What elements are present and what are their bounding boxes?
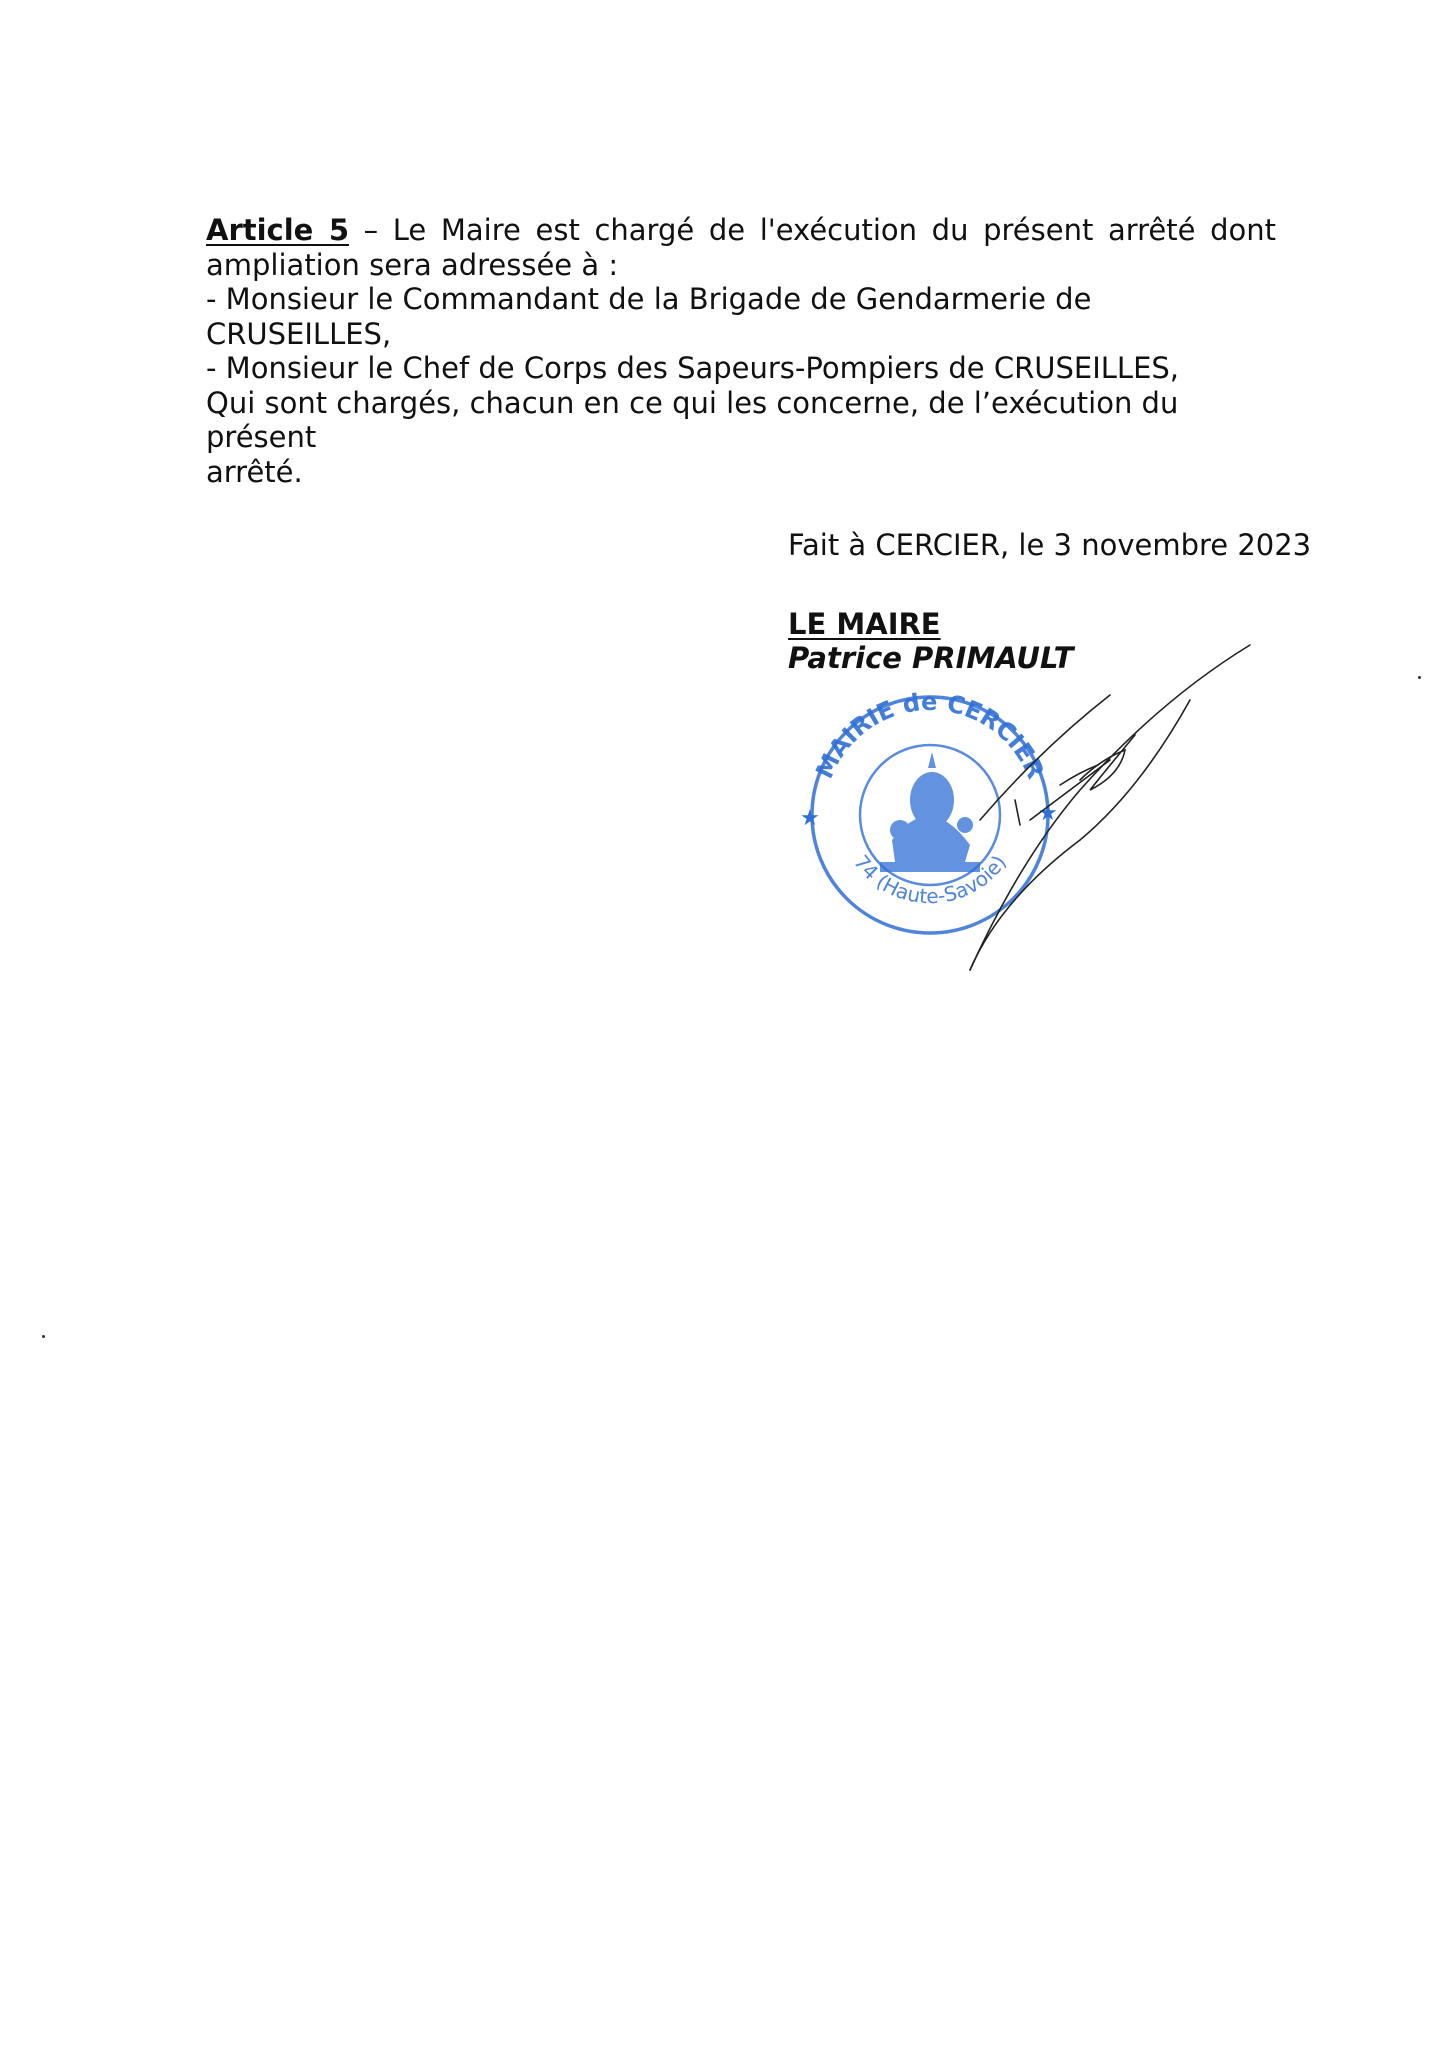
stamp-and-signature: [780, 640, 1270, 980]
signatory-role: LE MAIRE: [788, 607, 941, 641]
marianne-emblem-icon: [880, 752, 980, 872]
article-second-line: ampliation sera adressée à :: [206, 247, 619, 282]
stamp-bottom-text: 74 (Haute-Savoie): [848, 850, 1011, 909]
signatory-name: Patrice PRIMAULT: [788, 641, 1074, 675]
article-first-line-text: – Le Maire est chargé de l'exécution du présent arrêté dont: [363, 213, 1276, 247]
article-closing-line-end: arrêté.: [206, 454, 303, 489]
article-5: [206, 213, 1276, 489]
recipient-gendarmerie: - Monsieur le Commandant de la Brigade de Gendarmerie de CRUSEILLES,: [206, 282, 1092, 351]
article-heading: Article 5: [206, 213, 350, 247]
scan-speck: [1418, 676, 1421, 679]
article-first-line: [206, 213, 1276, 248]
stamp-star-icon: ★: [1038, 801, 1058, 826]
place-and-date: Fait à CERCIER, le 3 novembre 2023: [788, 528, 1312, 562]
stamp-top-text: MAIRIE de CERCIER: [810, 687, 1050, 783]
recipient-pompiers: - Monsieur le Chef de Corps des Sapeurs-Pompiers de CRUSEILLES,: [206, 351, 1180, 385]
mairie-stamp: [800, 688, 1058, 933]
article-closing-line: Qui sont chargés, chacun en ce qui les concerne, de l’exécution du présent: [206, 385, 1179, 454]
scan-speck: [42, 1335, 45, 1338]
handwritten-signature: [970, 645, 1250, 970]
svg-text:MAIRIE de CERCIER: [810, 688, 1049, 783]
stamp-star-icon: ★: [800, 806, 820, 831]
